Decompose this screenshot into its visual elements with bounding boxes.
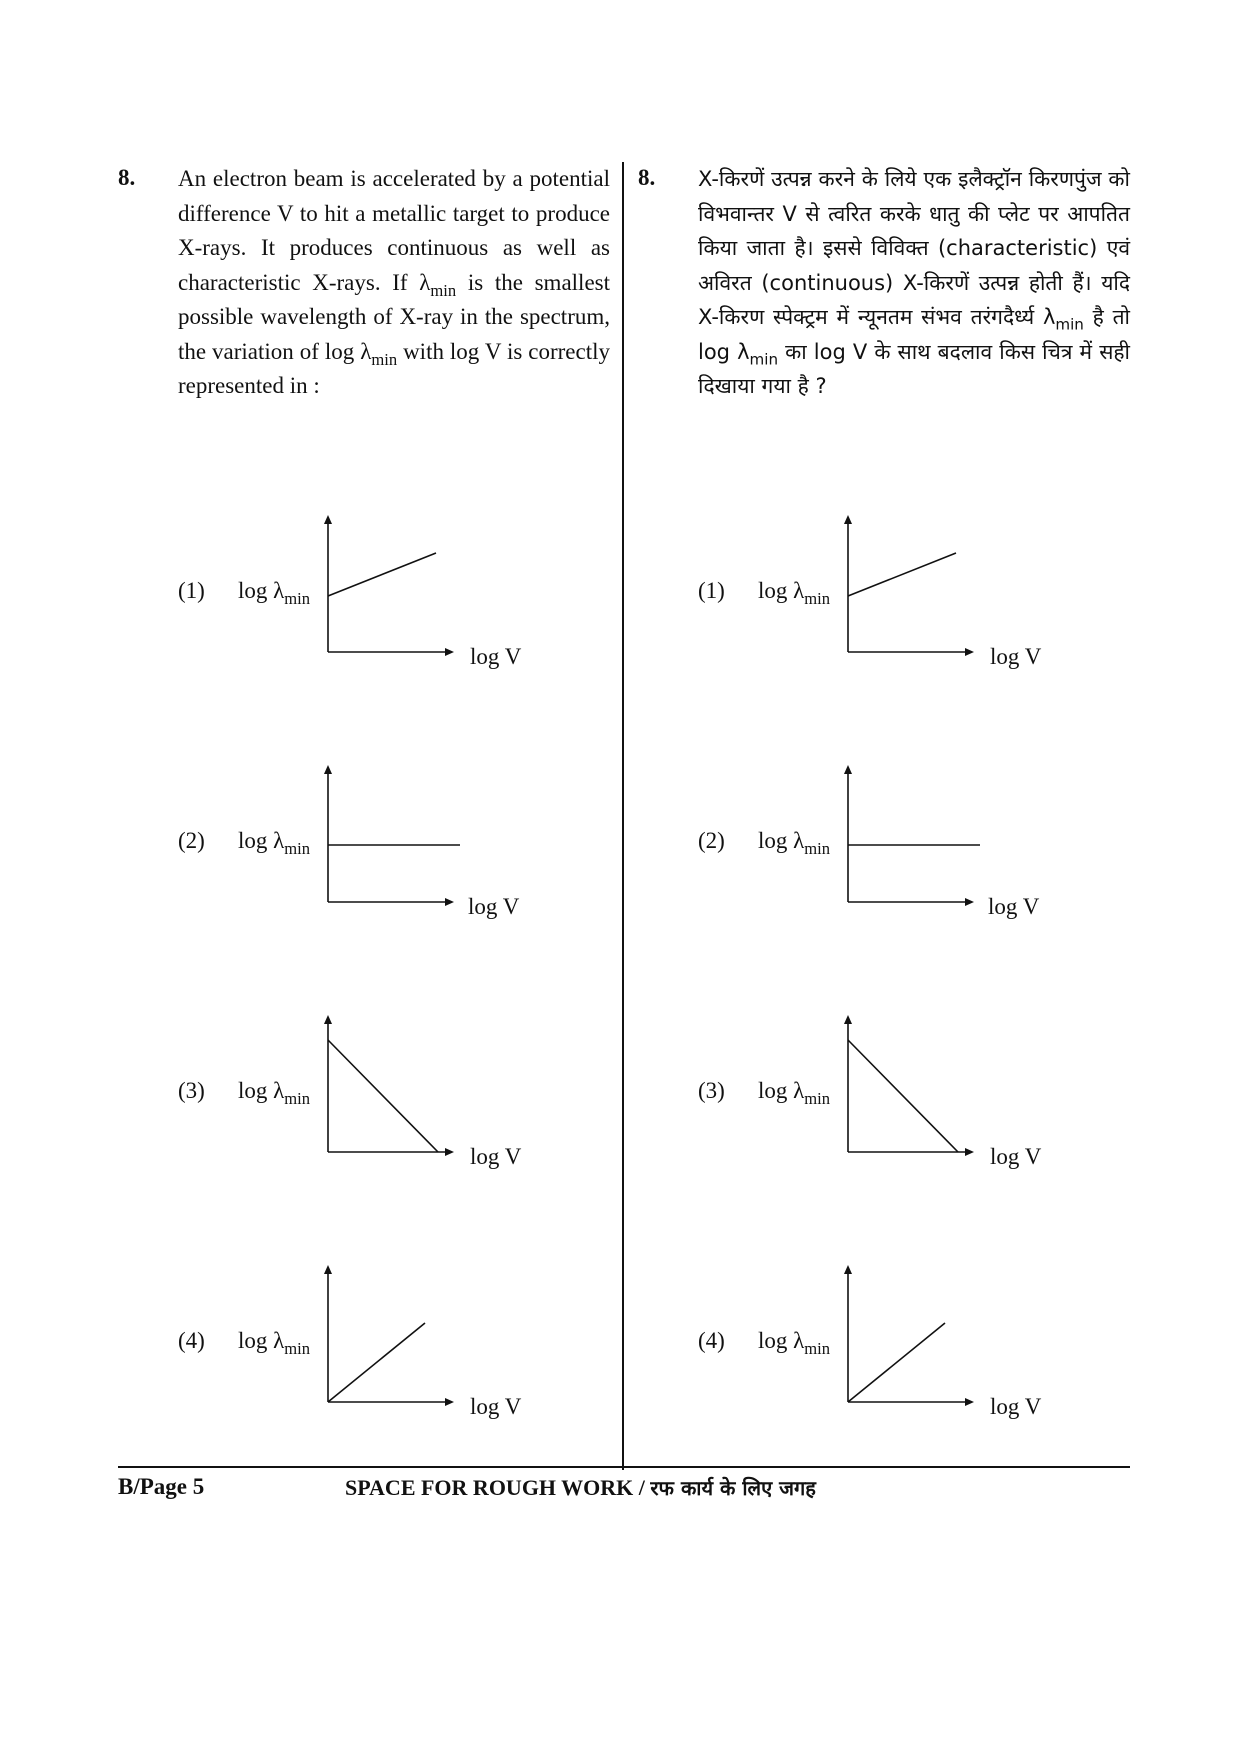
footer-rule [118,1466,1130,1468]
y-axis-label: $\log \lambda_{min}$ [758,578,831,608]
option-4[interactable] [620,1265,1240,1465]
graph-option-3 [318,1015,458,1155]
question-number: 8. [118,165,136,190]
x-axis-label: log V [470,644,522,669]
graph-option-3 [838,1015,978,1155]
option-label: (3) [698,1078,725,1103]
option-3[interactable] [0,1015,620,1215]
hindi-column [620,0,1240,1470]
option-2[interactable] [0,765,620,965]
y-axis-label: $\log \lambda_{min}$ [758,1078,831,1108]
option-label: (2) [698,828,725,853]
option-1[interactable] [0,515,620,715]
option-3[interactable] [620,1015,1240,1215]
option-label: (2) [178,828,205,853]
option-label: (3) [178,1078,205,1103]
option-2[interactable] [620,765,1240,965]
y-axis-label: $\log \lambda_{min}$ [238,1328,311,1358]
graph-option-2 [838,765,978,905]
question-number: 8. [638,165,656,190]
english-column [0,0,620,1470]
x-axis-label: log V [470,1394,522,1419]
page-number: B/Page 5 [118,1474,205,1499]
x-axis-label: log V [470,1144,522,1169]
question-text-hindi: X-किरणें उत्पन्न करने के लिये एक इलैक्ट्रॉन किरणपुंज को विभवान्तर V से त्वरित करके धातु की प्लेट पर आपतित किया जाता है। इससे विविक्त (characteristic) एवं अविरत (continuous) X-किरणें उत्पन्न होती हैं। यदि X-किरण स्पेक्ट्रम में न्यूनतम संभव तरंगदैर्ध्य $\lambda_{min}$ है तो $\log \lambda_{min}$ का log V के साथ बदलाव किस चित्र में सही दिखाया गया है ? [698,167,1131,398]
option-label: (4) [178,1328,205,1353]
graph-option-1 [318,515,458,655]
x-axis-label: log V [990,1394,1042,1419]
graph-option-1 [838,515,978,655]
y-axis-label: $\log \lambda_{min}$ [238,828,311,858]
graph-option-4 [838,1265,978,1405]
y-axis-label: $\log \lambda_{min}$ [758,1328,831,1358]
y-axis-label: $\log \lambda_{min}$ [238,1078,311,1108]
option-1[interactable] [620,515,1240,715]
option-label: (1) [698,578,725,603]
option-label: (1) [178,578,205,603]
option-label: (4) [698,1328,725,1353]
graph-option-4 [318,1265,458,1405]
y-axis-label: $\log \lambda_{min}$ [758,828,831,858]
option-4[interactable] [0,1265,620,1465]
rough-work-label: SPACE FOR ROUGH WORK / रफ कार्य के लिए जगह [345,1475,816,1500]
y-axis-label: $\log \lambda_{min}$ [238,578,311,608]
x-axis-label: log V [990,1144,1042,1169]
x-axis-label: log V [990,644,1042,669]
graph-option-2 [318,765,458,905]
question-text-english: An electron beam is accelerated by a potential difference V to hit a metallic target to produce X-rays. It produces continuous as well as characteristic X-rays. If $\lambda_{min}$ is the smallest possible wavelength of X-ray in the spectrum, the variation of $\log \lambda_{min}$ with log V is correctly represented in : [178,166,610,398]
x-axis-label: log V [988,894,1040,919]
x-axis-label: log V [468,894,520,919]
